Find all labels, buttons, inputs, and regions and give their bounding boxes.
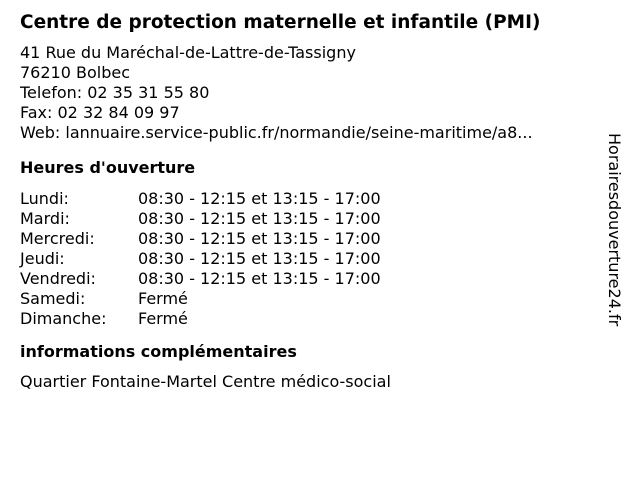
hours-value: 08:30 - 12:15 et 13:15 - 17:00 <box>138 209 381 228</box>
day-label: Lundi: <box>20 189 69 208</box>
fax-row <box>20 103 600 123</box>
hours-row-wednesday <box>20 229 600 249</box>
day-label: Dimanche: <box>20 309 107 328</box>
business-card <box>20 10 600 392</box>
day-label: Vendredi: <box>20 269 96 288</box>
day-label: Jeudi: <box>20 249 65 268</box>
opening-hours-table <box>20 189 600 329</box>
day-label: Mercredi: <box>20 229 95 248</box>
hours-value: 08:30 - 12:15 et 13:15 - 17:00 <box>138 229 381 248</box>
hours-row-friday <box>20 269 600 289</box>
hours-value: Fermé <box>138 309 188 328</box>
phone-row <box>20 83 600 103</box>
street-address: 41 Rue du Maréchal-de-Lattre-de-Tassigny <box>20 43 356 62</box>
web-label: Web: <box>20 123 61 142</box>
additional-info-heading: informations complémentaires <box>20 342 297 361</box>
city-postcode: 76210 Bolbec <box>20 63 130 82</box>
phone-number[interactable]: 02 35 31 55 80 <box>87 83 210 102</box>
fax-number: 02 32 84 09 97 <box>57 103 180 122</box>
hours-row-saturday <box>20 289 600 309</box>
site-watermark: Horairesdouverture24.fr <box>605 133 624 327</box>
hours-row-sunday <box>20 309 600 329</box>
page-title: Centre de protection maternelle et infantile (PMI) <box>20 12 541 33</box>
additional-info-text: Quartier Fontaine-Martel Centre médico-social <box>20 372 391 391</box>
hours-row-thursday <box>20 249 600 269</box>
website-link[interactable]: lannuaire.service-public.fr/normandie/seine-maritime/a8... <box>65 123 533 142</box>
hours-value: 08:30 - 12:15 et 13:15 - 17:00 <box>138 249 381 268</box>
phone-label: Telefon: <box>20 83 83 102</box>
hours-value: 08:30 - 12:15 et 13:15 - 17:00 <box>138 269 381 288</box>
address-block <box>20 43 600 143</box>
hours-value: Fermé <box>138 289 188 308</box>
web-row <box>20 123 590 143</box>
day-label: Mardi: <box>20 209 70 228</box>
hours-row-tuesday <box>20 209 600 229</box>
hours-value: 08:30 - 12:15 et 13:15 - 17:00 <box>138 189 381 208</box>
hours-row-monday <box>20 189 600 209</box>
day-label: Samedi: <box>20 289 86 308</box>
fax-label: Fax: <box>20 103 53 122</box>
opening-hours-heading: Heures d'ouverture <box>20 158 196 177</box>
